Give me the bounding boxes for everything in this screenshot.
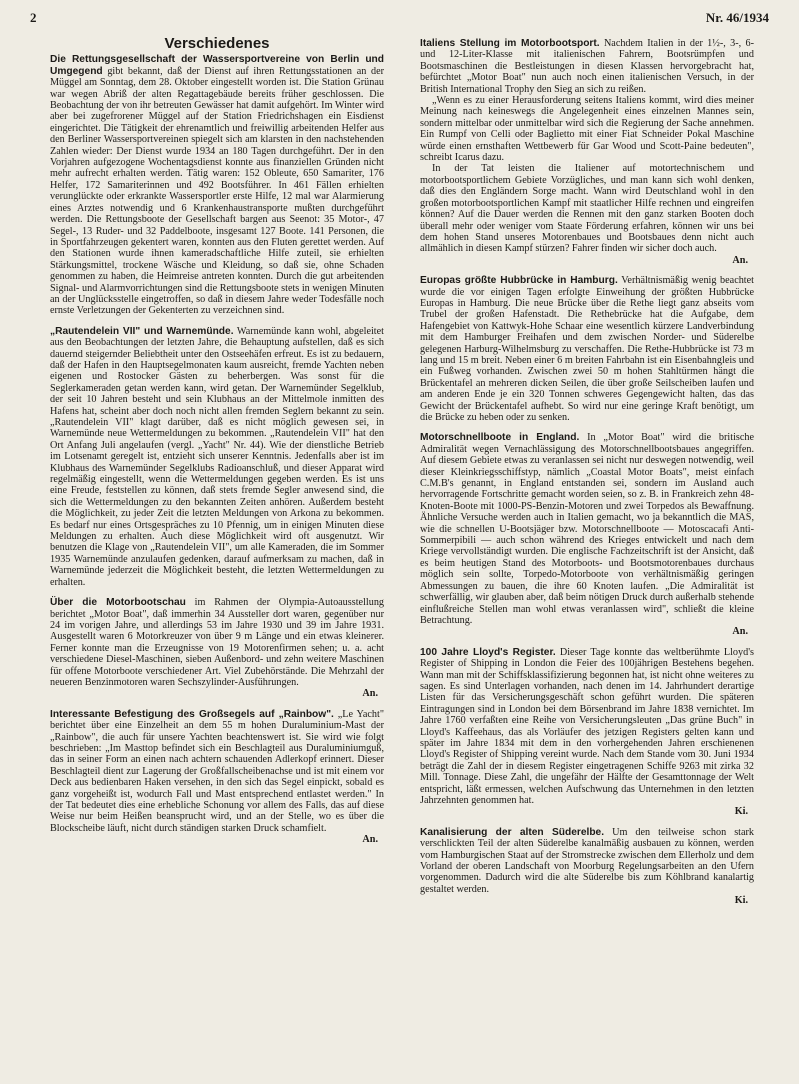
article-paragraph bbox=[50, 709, 384, 834]
article-paragraph bbox=[420, 432, 754, 626]
article-title: Kanalisierung der alten Süderelbe. bbox=[420, 826, 605, 838]
article bbox=[420, 647, 754, 818]
issue-number: Nr. 46/1934 bbox=[705, 10, 769, 25]
article-paragraph bbox=[50, 326, 384, 588]
article bbox=[420, 827, 754, 907]
article bbox=[50, 597, 384, 700]
article-signature: An. bbox=[362, 834, 378, 846]
article-signature: An. bbox=[732, 626, 748, 638]
article-paragraph bbox=[420, 163, 754, 254]
article-text: im Rahmen der Olympia-Autoausstellung berichtet „Motor Boat", daß immerhin 34 Aussteller dort waren, gegenüber nur 24 im vorigen Jahre, und allerdings 53 im Jahre 1930 und 39 im Jahre 1931. Ausgestellt waren 6 Motorkreuzer von über 9 m Länge und ein etwas kleinerer. Ferner konnte man die Erzeugnisse von 19 Motorenfirmen sehen; u. a. acht verschiedene Diesel-Maschinen, sieben Außenbord- und zehn weitere Maschinen für offene Motorboote verschiedener Art. Viel Zubehörstände. Die Mehrzahl der neueren Benzinmotoren waren Sechszylinder-Ausführungen. bbox=[50, 597, 385, 688]
article bbox=[420, 38, 754, 266]
article-text: gibt bekannt, daß der Dienst auf ihren Rettungsstationen an der Müggel am Sonntag, dem 28. Oktober eingestellt worden ist. Die Station Grünau war wegen Abriß der alten Regattagebäude bereits früher geschlossen. Die Beobachtung der von ihr betreuten Gewässer hat damit aufgehört. Im Winter wird aber bei zugefrorener Müggel auf der Station Friedrichshagen ein Eisdienst eingerichtet. Die Tätigkeit der ehrenamtlich und freiwillig arbeitenden Helfer aus den Berliner Wassersportvereinen spiegelt sich am klarsten in den nachstehenden Zahlen wieder: Der Dienst wurde 1934 an 180 Tagen durchgeführt. Der in den Vorjahren aufgezogene Wochentagsdienst konnte aus finanziellen Gründen nicht mehr aufrecht erhalten werden. Tätig waren: 152 Obleute, 650 Samariter, 176 Helfer, 172 Samariterinnen und 492 Bootsführer. In 461 Fällen erhielten verunglückte oder erkrankte Wassersportler erste Hilfe, 12 mal war Alarmierung eines Arztes notwendig und 6 Krankenhaustransporte mußten durchgeführt werden. Die Rettungsboote der Gesellschaft bargen aus Seenot: 35 Motor-, 47 Segel-, 13 Ruder- und 32 Paddelboote, insgesamt 127 Boote. 141 Personen, die in Sportfahrzeugen gekentert waren, konnten aus den Fluten gerettet werden. Auf den Stationen wurde ihnen kameradschaftliche Hilfe zuteil, sie erhielten Stärkungsmittel, trockene Wäsche und Kleidung, so daß sie, ohne Schaden genommen zu haben, die Heimreise antreten konnten. Durch die gut arbeitenden Signal- und Alarmvorrichtungen sind die Rettungsboote stets in wenigen Minuten an der Unglücksstelle eingetroffen, so daß in diesem Jahre weder Todesfälle noch ernste Verletzungen der Gekenterten zu verzeichnen sind. bbox=[50, 65, 384, 317]
article-signature: An. bbox=[362, 688, 378, 700]
article-paragraph bbox=[420, 95, 754, 163]
article-signature: Ki. bbox=[734, 895, 748, 907]
article-signature: Ki. bbox=[734, 806, 748, 818]
section-title: Verschiedenes bbox=[164, 35, 270, 52]
article-paragraph bbox=[420, 38, 754, 95]
article-title: „Rautendelein VII" und Warnemünde. bbox=[50, 325, 234, 337]
article bbox=[50, 326, 384, 588]
article-text: Warnemünde kann wohl, abgeleitet aus den Beobachtungen der letzten Jahre, die Behauptung aufstellen, daß es sich dauernd steigernder Beliebtheit unter den Ostseehäfen erfreut. Es ist zu bedauern, daß der Hafen in den Hauptsegelmonaten kaum ausreicht, fremde Yachten neben eigenen und Rostocker Gästen zu beherbergen. Was sonst für die Seglerkameraden getan werden kann, wird getan. Der Warnemünder Segelklub, der seit 10 Jahren besteht und sein Klubhaus an der Mittelmole inmitten des Hafens hat, scheint aber doch noch nicht allen fremden Seglern bekannt zu sein. „Rautendelein VII" klagt darüber, daß es nicht möglich gewesen sei, in Warnemünde neue Wettermeldungen zu bekommen. „Rautendelein VII" hat den Ort Anfang Juli angelaufen (vergl. „Yacht" Nr. 44). Wie der dienstliche Betrieb im Lotsenamt geregelt ist, entzieht sich unserer Kenntnis. Jedenfalls aber ist im Klubhaus des Warnemünder Segelklubs Radioanschluß, und dieser Apparat wird regelmäßig eingestellt, wenn die Wettermeldungen gegeben werden. Es ist uns eine Freude, feststellen zu können, daß stets fremde Segler anwesend sind, die sich die Wettermeldungen zu den bekannten Zeiten anhören. Außerdem besteht die Möglichkeit, zu jeder Zeit die letzten Meldungen von Arkona zu bekommen. Es bedarf nur eines Ortsgespräches zu 10 Pfennig, um in einigen Minuten diese Meldungen zu erhalten. Auch diese Möglichkeit wird oft ausgenutzt. Wir benutzen die Klage von „Rautendelein VII", um alle Kameraden, die im Sommer 1935 Warnemünde anzulaufen gedenken, darauf aufmerksam zu machen, daß in Warnemünde jederzeit die Möglichkeit besteht, die letzten Wettermeldungen zu erhalten. bbox=[50, 325, 384, 588]
left-column bbox=[50, 35, 385, 855]
page-header bbox=[30, 10, 769, 28]
article-text: Nachdem Italien in der 1½-, 3-, 6- und 12-Liter-Klasse mit italienischen Fahrern, Bootsrümpfen und Bootsmaschinen die Bestleistungen in diesen Klassen hervorgebracht hat, befürchtet „Motor Boat" nun auch noch einen italienischen Versuch, in der British International Trophy den Sieg an sich zu reißen. bbox=[420, 38, 754, 95]
article-paragraph bbox=[420, 275, 754, 423]
article-text: „Wenn es zu einer Herausforderung seitens Italiens kommt, wird dies meiner Meinung nach keineswegs die Angelegenheit eines einzelnen Mannes sein, sondern mittelbar oder unmittelbar wird sich die Regierung der Sache annehmen. Ein Rumpf von Celli oder Baglietto mit einer Fiat Schneider Pokal Maschine würde einen ernsthaften Wettbewerb für Gar Wood und Scott-Paine bedeuten", schreibt Icarus dazu. bbox=[420, 95, 754, 164]
article-title: Die Rettungsgesellschaft der Wassersportvereine von Berlin und Umgegend bbox=[50, 54, 384, 77]
right-column bbox=[420, 38, 754, 916]
article bbox=[50, 54, 384, 316]
article bbox=[420, 275, 754, 423]
article-signature: An. bbox=[732, 254, 748, 266]
article-title: Interessante Befestigung des Großsegels auf „Rainbow". bbox=[50, 708, 334, 720]
article-title: 100 Jahre Lloyd's Register. bbox=[420, 646, 556, 658]
article-paragraph bbox=[420, 827, 754, 895]
article-title: Italiens Stellung im Motorbootsport. bbox=[420, 38, 600, 49]
article-paragraph bbox=[50, 597, 384, 688]
article-text: Dieser Tage konnte das weltberühmte Lloyd's Register of Shipping in London die Feier des 100jährigen Bestehens begehen. Wann man mit der Schiffsklassifizierung begonnen hat, ist nicht ohne weiteres zu sagen. Es sind Unterlagen vorhanden, nach denen im 14. Jahrhundert derartige Listen für das Versicherungsgeschäft schon geführt wurden. Die späteren Eintragungen sind in London bei dem Börsenbrand im Jahre 1838 vernichtet. Im Jahre 1760 verfaßten eine Reihe von Versicherungsleuten „Das grüne Buch" in Lloyd's Kaffeehaus, das als Vorläufer des jetzigen Registers gelten kann und später im Jahre 1834 mit dem in den vorhergehenden Jahren erschienenen Lloyd's Register of Shipping vereint wurde. Nach dem Stande vom 30. Juni 1934 beträgt die Zahl der in diesem Register eingetragenen Schiffe 9263 mit zirka 32 Mill. Tonnage. Diese Zahl, die ungefähr der Hälfte der Gesamttonnage der Welt entspricht, läßt ermessen, welchen Aufschwung das Unternehmen in den letzten Jahrzehnten genommen hat. bbox=[420, 646, 755, 806]
article-text: „Le Yacht" berichtet über eine Einzelheit an dem 55 m hohen Duraluminium-Mast der „Rainbow", die auch für unsere Yachten beachtenswert ist. Sie wird wie folgt beschrieben: „Im Masttop befindet sich ein Beschlagteil aus Duraluminiumguß, das in seiner Form an einen nach achtern schauenden Adlerkopf erinnert. Dieser Beschlagteil dient zur Lagerung der Großfallscheibenachse und ist mit einem vor Deck aus bedienbaren Haken versehen, in den sich das Segel einpickt, sobald es ganz vorgeheißt ist, wodurch Fall und Mast entsprechend entlastet werden." In der Tat bedeutet dies eine erhebliche Schonung vor allem des Falls, das auf diese Weise nur beim Heißen beansprucht wird, und an der Stelle, wo es über die Blockscheibe läuft, nicht durch ständigen starken Druck schamfielt. bbox=[50, 708, 385, 834]
article-title: Europas größte Hubbrücke in Hamburg. bbox=[420, 275, 618, 287]
article-text: Verhältnismäßig wenig beachtet wurde die vor einigen Tagen erfolgte Einweihung der größten Hubbrücke Europas in Hamburg. Die neue Brücke über die Rethe liegt ganz abseits vom Trubel der großen Hafenstadt. Die Rethebrücke hat die Aufgabe, dem Hafengebiet von Kattwyk-Hohe Schaar eine wesentlich kürzere Landverbindung mit dem Hamburger Freihafen und dem zwischen Norder- und Süderelbe gelegenen Harburg-Wilhelmsburg zu verschaffen. Die Rethe-Hubbrücke ist 73 m lang und 15 m breit. Neben einer 6 m breiten Fahrbahn ist ein Eisenbahngleis und ein Fußweg vorhanden. Zwischen zwei 50 m hohen Stahltürmen hängt die Brückentafel an mehreren dicken Seilen, die über große Seilscheiben laufen und am anderen Ende je ein 320 Tonnen schweres Gegengewicht halten, das das Gewicht der Brückentafel aufhebt. So wird nur eine geringe Kraft benötigt, um die Brücke zu heben oder zu senken. bbox=[420, 275, 754, 423]
article-text: In der Tat leisten die Italiener auf motortechnischem und motorbootsportlichem Gebiete Vorzügliches, und man kann sich wohl denken, daß dies den Engländern Sorge macht. Wann wird Deutschland wohl in den großen motorbootsportlichen Kampf mit staatlicher Hilfe rechnen und eingreifen können? Auf die Dauer werden die Rennen mit den ganz starken Booten doch überall mehr oder weniger vom Staate Förderung erfahren, können wir uns bei dem hohen Stand unseres Motorenbaues und Bootsbaues denn nicht auch allmählich in diesen Kampf stürzen? Fahrer finden wir sicher doch auch. bbox=[420, 163, 754, 255]
article-title: Über die Motorbootschau bbox=[50, 597, 186, 609]
article-text: In „Motor Boat" wird die britische Admiralität wegen Vernachlässigung des Motorschnellbootsbaues angegriffen. Auf diesem Gebiete etwas zu veranlassen sei nicht nur deswegen notwendig, weil dieser Kleinkriegsschiffstyp, nämlich „Coastal Motor Boats", meist einfach C.M.B's genannt, in England entstanden sei, sondern im Ausland auch hervorragende Fortschritte gemacht worden seien, so z. B. in Frankreich zehn 48-Knoten-Boote mit 1000-PS-Benzin-Motoren und zwei Torpedos als Bewaffnung. Ähnliche Versuche werden auch in Italien gemacht, wo ja bekanntlich die MAS, wie die schnellen U-Bootsjäger bzw. Motorschnellboote — Motoscacafi Anti-Sommerpibili — auch schon während des Krieges entwickelt und nach dem Kriege vervollständigt wurden. Die englische Fachzeitschrift ist der Ansicht, daß es beim heutigen Stand des Motorboots- und Bootsmotorenbaues durchaus möglich sein sollte, Torpedo-Motorboote von verhältnismäßig geringen Abmessungen zu bauen, die ihre 60 Knoten laufen. „Die Admiralität ist schwerfällig, wir glauben aber, daß beim nötigen Druck durch außerhalb stehende einflußreiche Stellen man wohl etwas veranlassen wird", schließt die kleine Betrachtung. bbox=[420, 432, 755, 626]
article-paragraph bbox=[420, 647, 754, 807]
page-number: 2 bbox=[30, 10, 37, 25]
article-title: Motorschnellboote in England. bbox=[420, 432, 580, 444]
article bbox=[420, 432, 754, 637]
article-paragraph bbox=[50, 54, 384, 316]
article-text: Um den teilweise schon stark verschlickten Teil der alten Süderelbe kanalmäßig ausbauen zu können, werden vom Hamburgischen Staat auf der Stromstrecke zwischen dem Ellerholz und dem Vorland der oberen Landschaft von Moorburg Regelungsarbeiten an den Ufern vorgenommen. Dadurch wird die alte Süderelbe bis zum Köhlbrand kanalartig gestaltet werden. bbox=[420, 826, 755, 895]
article bbox=[50, 709, 384, 846]
